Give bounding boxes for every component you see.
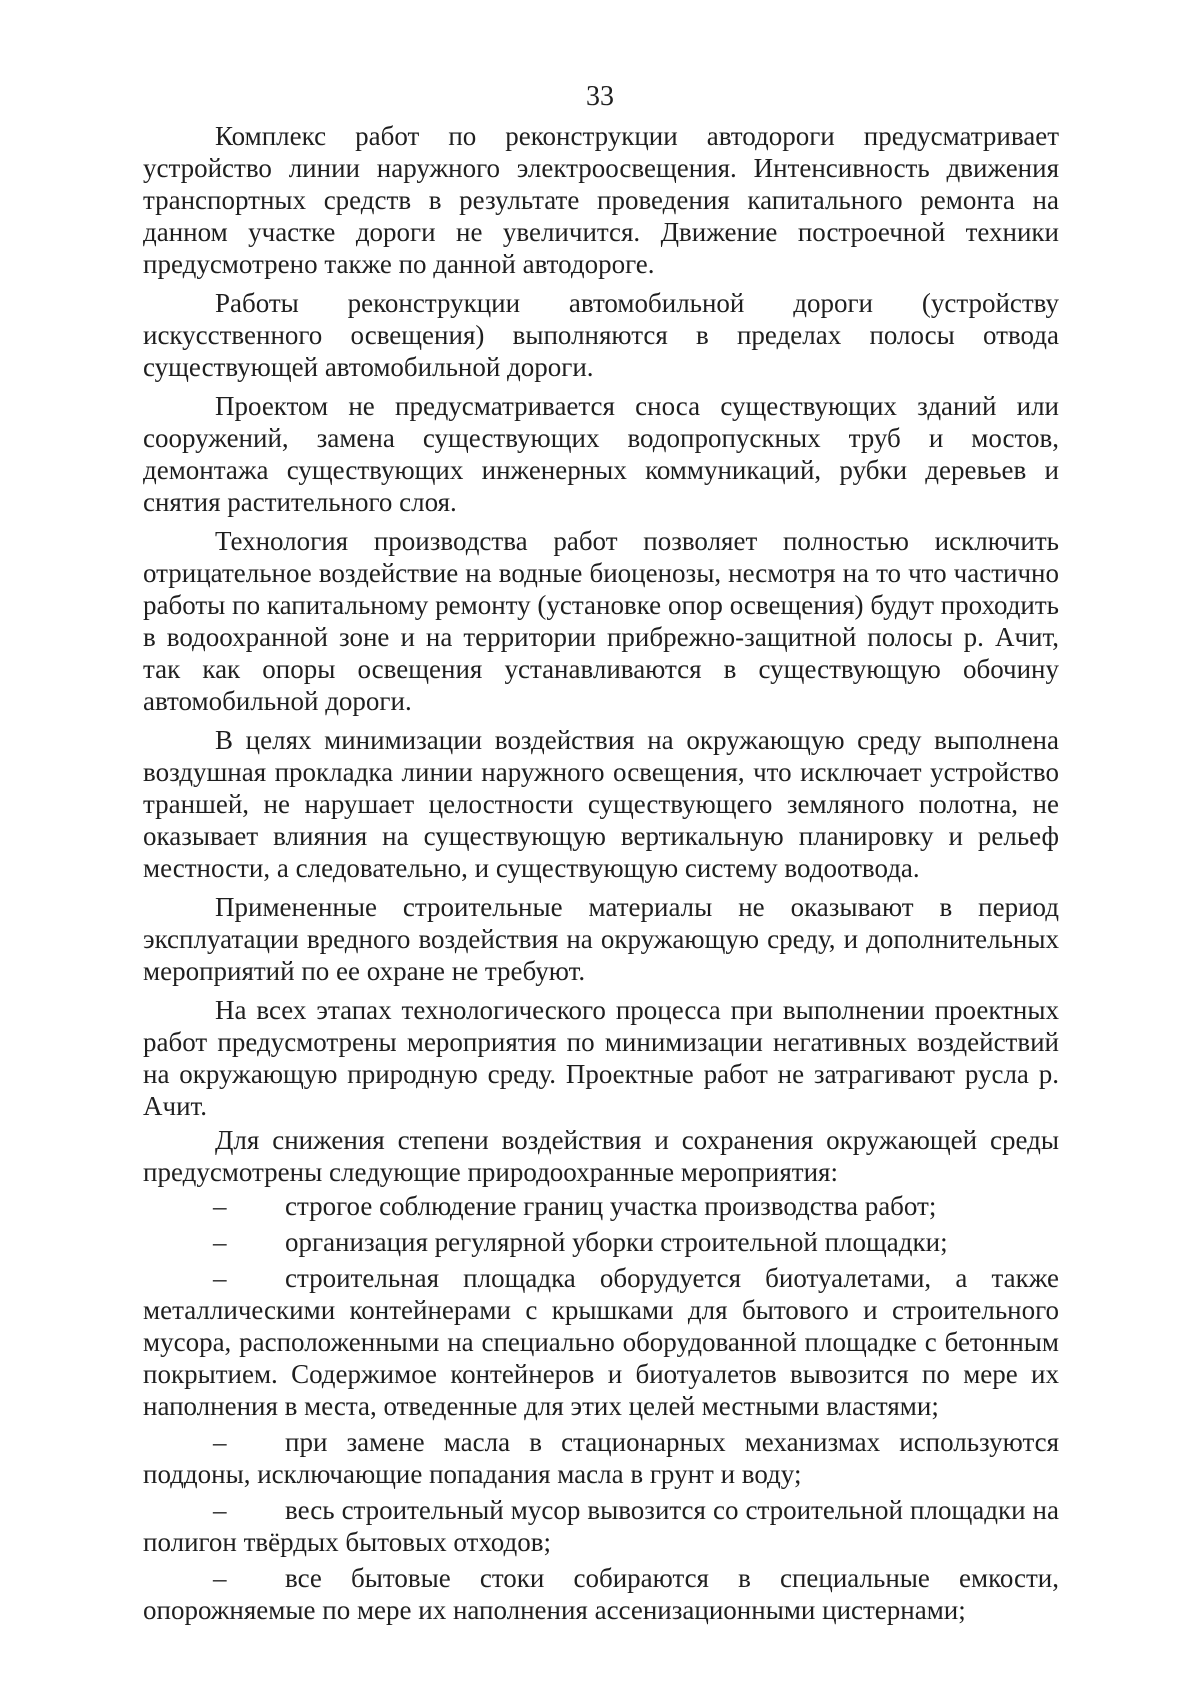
list-dash: – <box>213 1495 227 1525</box>
list-item-text: строгое соблюдение границ участка производства работ; <box>285 1191 937 1221</box>
paragraph-measures-intro: Для снижения степени воздействия и сохранения окружающей среды предусмотрены следующие природоохранные мероприятия: <box>143 1125 1059 1187</box>
list-item <box>143 1426 1059 1490</box>
list-item-text: весь строительный мусор вывозится со строительной площадки на полигон твёрдых бытовых отходов; <box>143 1495 1059 1557</box>
list-dash: – <box>213 1227 227 1257</box>
list-dash: – <box>213 1427 227 1457</box>
paragraph-no-demolition: Проектом не предусматривается сноса существующих зданий или сооружений, замена существующих водопропускных труб и мостов, демонтажа существующих инженерных коммуникаций, рубки деревьев и снятия растительного слоя. <box>143 391 1059 517</box>
list-item <box>143 1494 1059 1558</box>
paragraph-materials: Примененные строительные материалы не оказывают в период эксплуатации вредного воздействия на окружающую среду, и дополнительных мероприятий по ее охране не требуют. <box>143 892 1059 986</box>
list-dash: – <box>213 1263 227 1293</box>
list-item-text: все бытовые стоки собираются в специальные емкости, опорожняемые по мере их наполнения ассенизационными цистернами; <box>143 1563 1059 1625</box>
list-dash: – <box>213 1191 227 1221</box>
paragraph-all-stages: На всех этапах технологического процесса при выполнении проектных работ предусмотрены мероприятия по минимизации негативных воздействий на окружающую природную среду. Проектные работ не затрагивают русла р. Ачит. <box>143 995 1059 1121</box>
list-item <box>143 1562 1059 1626</box>
page-number: 33 <box>586 81 614 112</box>
paragraph-right-of-way: Работы реконструкции автомобильной дороги (устройству искусственного освещения) выполняются в пределах полосы отвода существующей автомобильной дороги. <box>143 288 1059 382</box>
body-text <box>143 120 1059 1630</box>
list-item-text: строительная площадка оборудуется биотуалетами, а также металлическими контейнерами с крышками для бытового и строительного мусора, расположенными на специально оборудованной площадке с бетонным покрытием. Содержимое контейнеров и биотуалетов вывозится по мере их наполнения в места, отведенные для этих целей местными властями; <box>143 1263 1059 1421</box>
paragraph-overhead-line: В целях минимизации воздействия на окружающую среду выполнена воздушная прокладка линии наружного освещения, что исключает устройство траншей, не нарушает целостности существующего земляного полотна, не оказывает влияния на существующую вертикальную планировку и рельеф местности, а следовательно, и существующую систему водоотвода. <box>143 725 1059 883</box>
list-item <box>143 1226 1059 1258</box>
list-item <box>143 1190 1059 1222</box>
list-item <box>143 1262 1059 1422</box>
list-item-text: при замене масла в стационарных механизмах используются поддоны, исключающие попадания масла в грунт и воду; <box>143 1427 1059 1489</box>
paragraph-water-biocenoses: Технология производства работ позволяет полностью исключить отрицательное воздействие на водные биоценозы, несмотря на то что частично работы по капитальному ремонту (установке опор освещения) будут проходить в водоохранной зоне и на территории прибрежно-защитной полосы р. Ачит, так как опоры освещения устанавливаются в существующую обочину автомобильной дороги. <box>143 526 1059 716</box>
list-dash: – <box>213 1563 227 1593</box>
list-item-text: организация регулярной уборки строительной площадки; <box>285 1227 948 1257</box>
paragraph-reconstruction-scope: Комплекс работ по реконструкции автодороги предусматривает устройство линии наружного электроосвещения. Интенсивность движения транспортных средств в результате проведения капитального ремонта на данном участке дороги не увеличится. Движение построечной техники предусмотрено также по данной автодороге. <box>143 121 1059 279</box>
